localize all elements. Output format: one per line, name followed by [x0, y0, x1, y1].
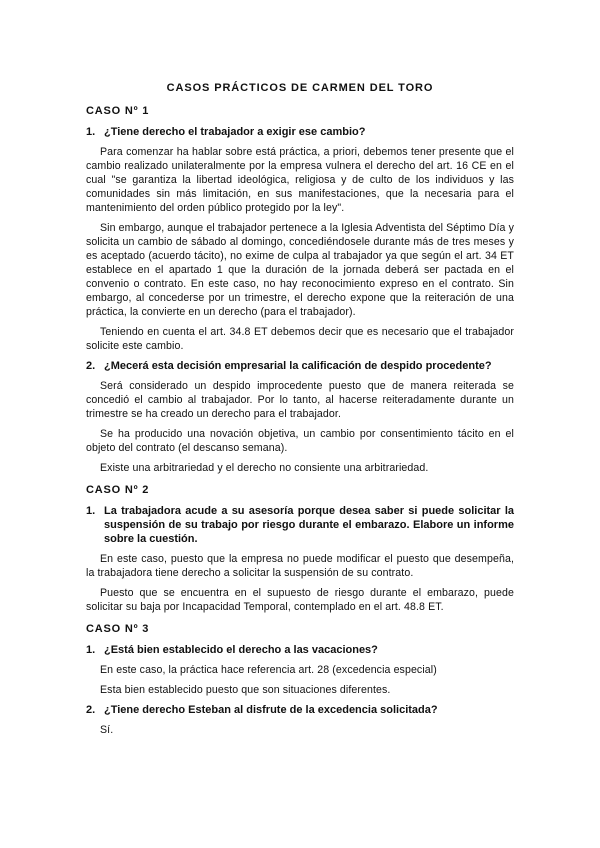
question-number: 1. — [86, 126, 96, 138]
question-number: 2. — [86, 360, 96, 372]
question-text: ¿Tiene derecho el trabajador a exigir ese cambio? — [104, 126, 366, 138]
paragraph: Será considerado un despido improcedente puesto que de manera reiterada se concedió el cambio al trabajador. Por lo tanto, al hacerse reiteradamente durante un trimestre se ha creado un derecho para el trabajador. — [86, 380, 514, 420]
paragraph: Para comenzar ha hablar sobre está práctica, a priori, debemos tener presente que el cambio realizado unilateralmente por la empresa vulnera el derecho del art. 16 CE en el cual "se garantiza la libertad ideológica, religiosa y de culto de los individuos y las comunidades sin más limitación, en sus manifestaciones, que la necesaria para el mantenimiento del orden público protegido por la ley". — [86, 146, 514, 214]
paragraph: Se ha producido una novación objetiva, un cambio por consentimiento tácito en el objeto del contrato (el descanso semana). — [86, 428, 514, 454]
paragraph: Teniendo en cuenta el art. 34.8 ET debemos decir que es necesario que el trabajador solicite este cambio. — [86, 326, 514, 352]
document-title: CASOS PRÁCTICOS DE CARMEN DEL TORO — [166, 82, 434, 94]
paragraph: Existe una arbitrariedad y el derecho no consiente una arbitrariedad. — [100, 462, 429, 474]
question-text: ¿Está bien establecido el derecho a las vacaciones? — [104, 644, 378, 656]
question — [86, 703, 514, 717]
paragraph: En este caso, la práctica hace referencia art. 28 (excedencia especial) — [100, 664, 437, 676]
question-text: ¿Mecerá esta decisión empresarial la calificación de despido procedente? — [104, 360, 492, 372]
question-text: La trabajadora acude a su asesoría porque desea saber si puede solicitar la suspensión de su trabajo por riesgo durante el embarazo. Elabore un informe sobre la cuestión. — [104, 505, 514, 545]
question-text: ¿Tiene derecho Esteban al disfrute de la excedencia solicitada? — [104, 704, 438, 716]
question — [86, 125, 514, 139]
paragraph: En este caso, puesto que la empresa no puede modificar el puesto que desempeña, la trabajadora tiene derecho a solicitar la suspensión de su contrato. — [86, 553, 514, 579]
paragraph: Sí. — [100, 724, 114, 736]
question — [86, 643, 514, 657]
case-heading: CASO Nº 3 — [86, 623, 150, 635]
paragraph: Puesto que se encuentra en el supuesto de riesgo durante el embarazo, puede solicitar su baja por Incapacidad Temporal, contemplado en el art. 48.8 ET. — [86, 587, 514, 613]
question — [86, 504, 514, 546]
case-heading: CASO Nº 2 — [86, 484, 150, 496]
question — [86, 359, 514, 373]
question-number: 2. — [86, 704, 96, 716]
question-number: 1. — [86, 505, 96, 517]
paragraph: Esta bien establecido puesto que son situaciones diferentes. — [100, 684, 391, 696]
question-number: 1. — [86, 644, 96, 656]
paragraph: Sin embargo, aunque el trabajador pertenece a la Iglesia Adventista del Séptimo Día y solicita un cambio de sábado al domingo, concediéndosele durante más de tres meses y es aceptado (acuerdo tácito), no exime de culpa al trabajador ya que según el art. 34 ET establece en el apartado 1 que la duración de la jornada deberá ser pactada en el convenio o contrato. En este caso, no hay reconocimiento expreso en el contrato. Sin embargo, al concederse por un trimestre, el derecho expone que la reiteración de una práctica, la convierte en un derecho (para el trabajador). — [86, 222, 514, 318]
case-heading: CASO Nº 1 — [86, 105, 150, 117]
